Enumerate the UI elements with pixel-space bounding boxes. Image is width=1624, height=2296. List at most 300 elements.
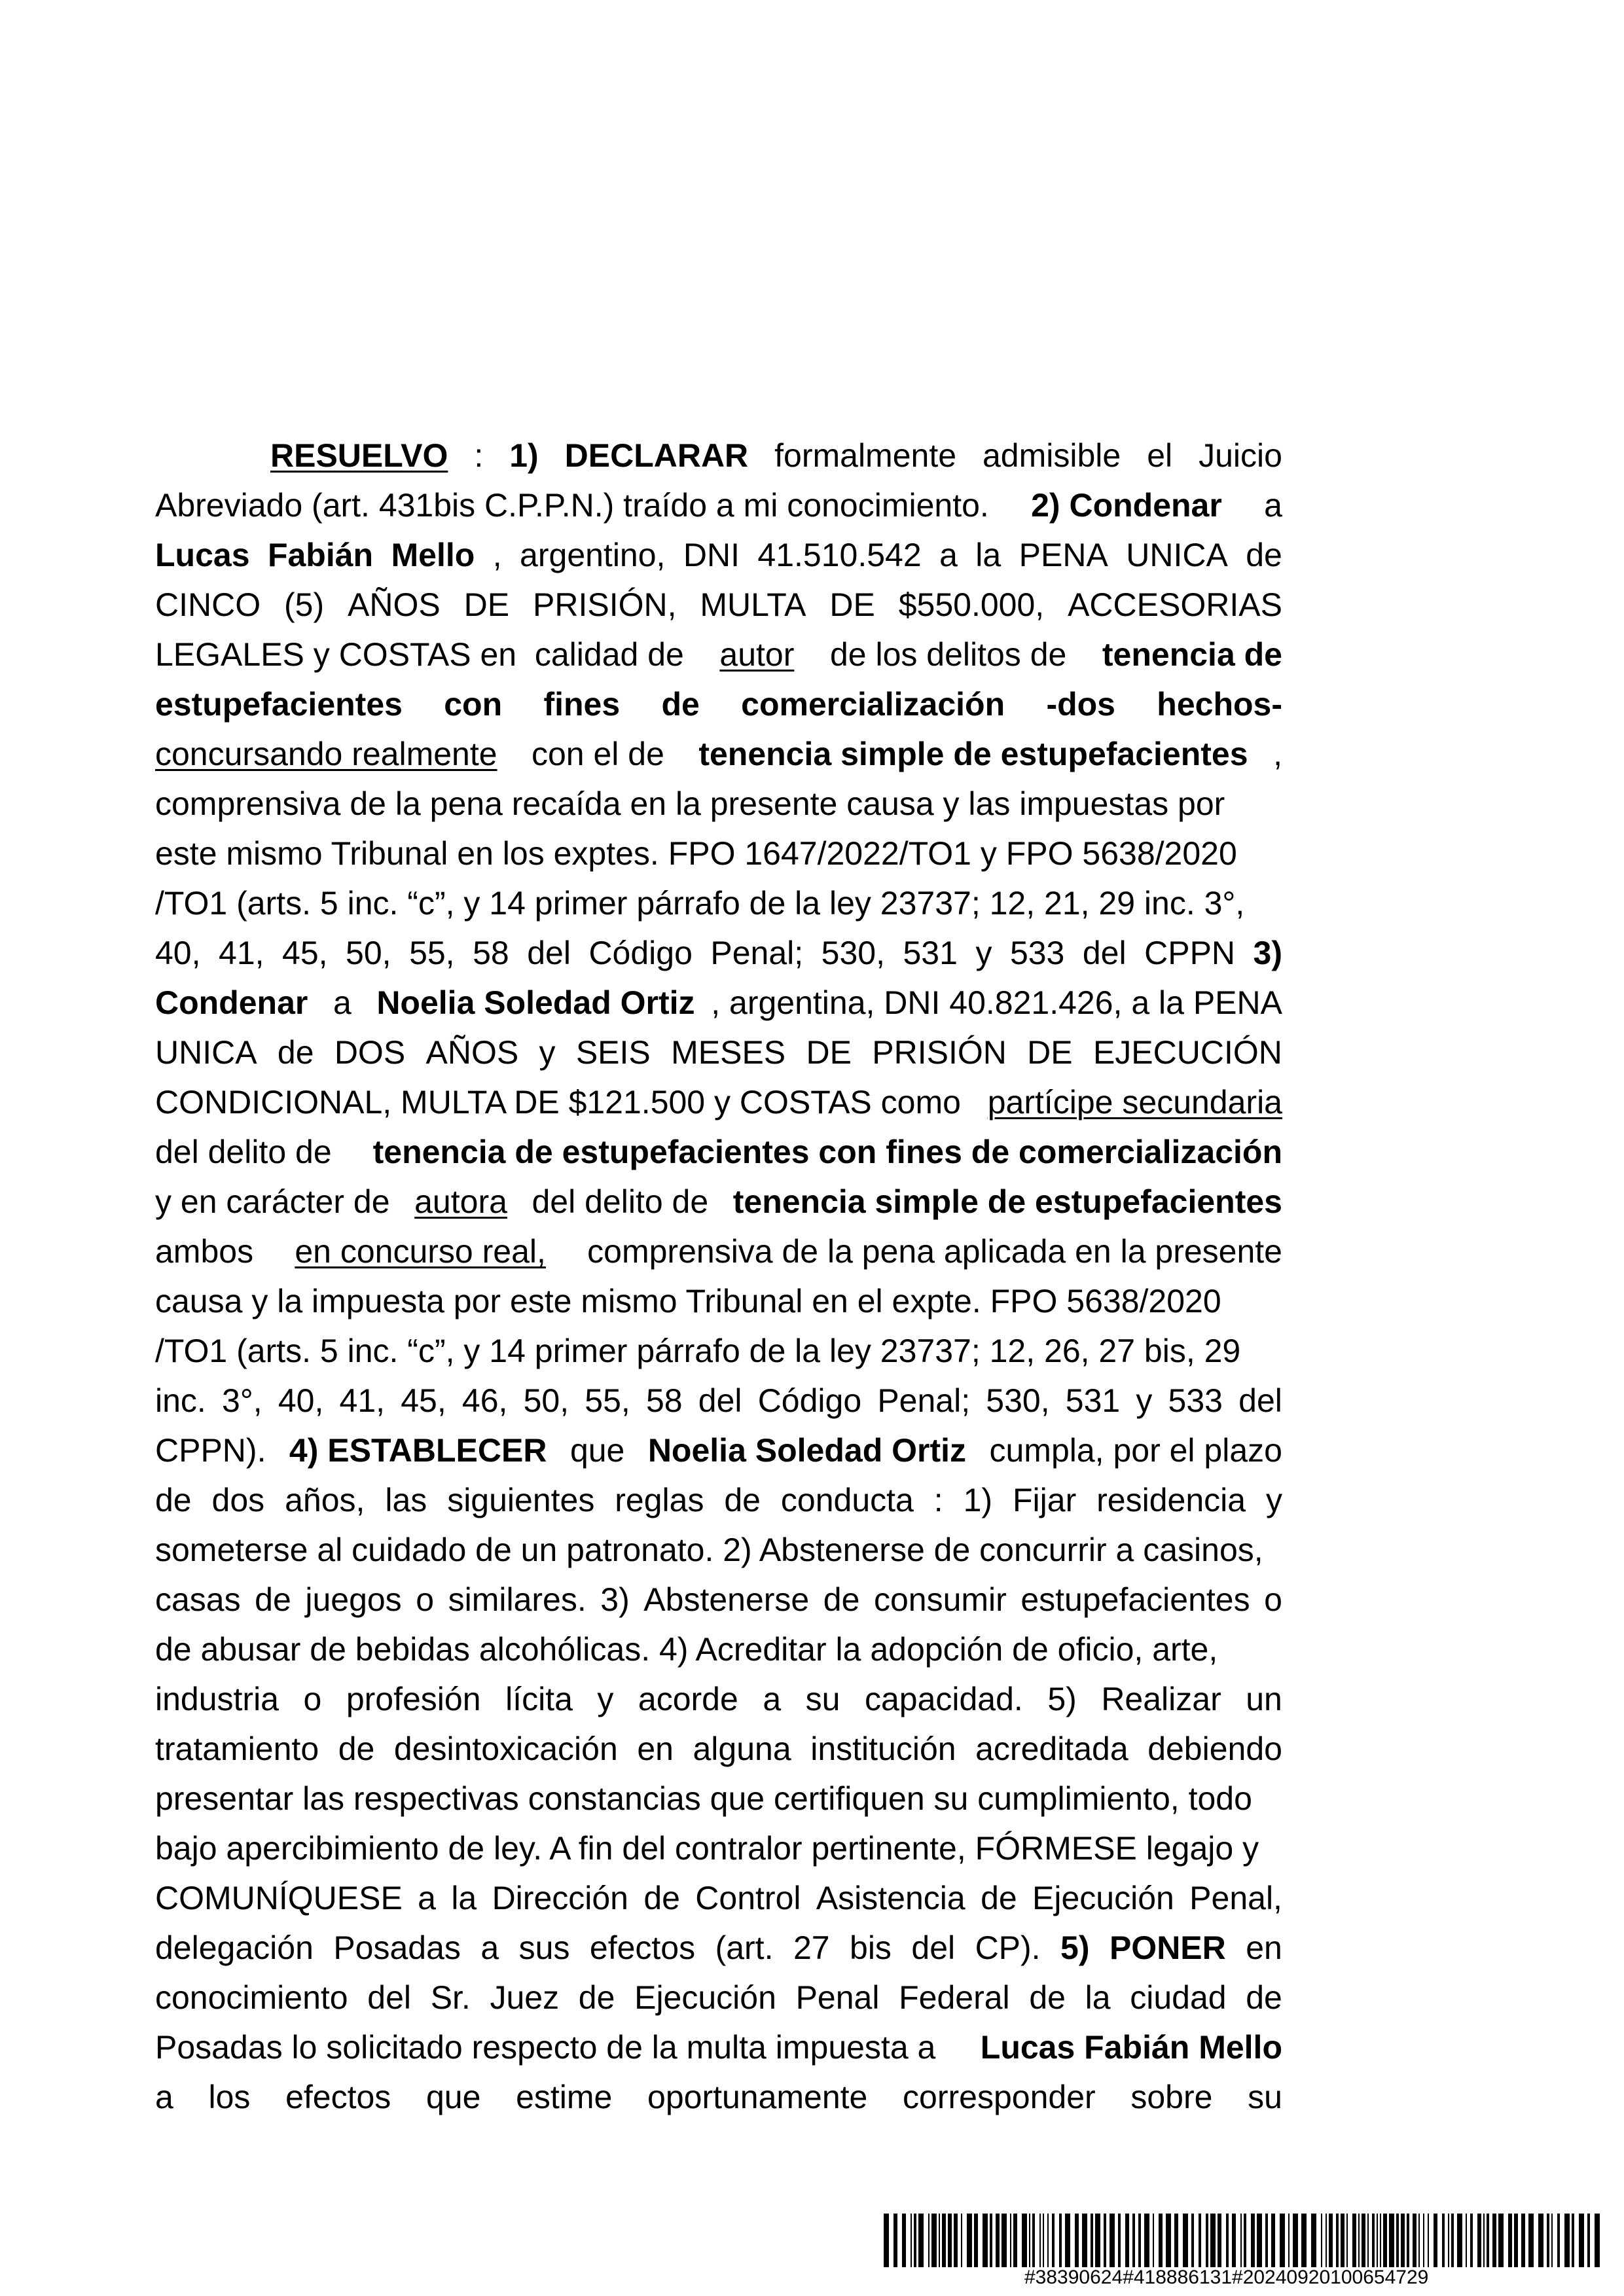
barcode-bar xyxy=(1039,2214,1041,2267)
barcode-bar xyxy=(1498,2214,1504,2267)
barcode-bar xyxy=(939,2214,940,2267)
text-segment: presentar las respectivas constancias que certifiquen su cumplimiento, todo xyxy=(155,1780,1252,1817)
text-segment: (art. xyxy=(715,1929,774,1966)
text-segment: 41.510.542 xyxy=(757,537,922,573)
barcode xyxy=(884,2214,1604,2292)
barcode-bar xyxy=(1389,2214,1394,2267)
barcode-bar xyxy=(1380,2214,1381,2267)
text-segment: oportunamente xyxy=(647,2079,868,2115)
barcode-bar xyxy=(1280,2214,1285,2267)
text-segment: los xyxy=(208,2079,251,2115)
text-segment: 533 xyxy=(1168,1382,1223,1419)
barcode-bar xyxy=(1587,2214,1590,2267)
text-segment: LEGALES y COSTAS en calidad de xyxy=(155,636,693,673)
barcode-bar xyxy=(902,2214,906,2267)
barcode-bar xyxy=(983,2214,988,2267)
text-segment: 55, xyxy=(585,1382,630,1419)
text-segment: autor xyxy=(719,636,795,673)
text-segment: , xyxy=(1273,736,1282,772)
barcode-bar xyxy=(1251,2214,1255,2267)
barcode-bar xyxy=(1240,2214,1242,2267)
barcode-bar xyxy=(954,2214,958,2267)
text-segment: 50, xyxy=(523,1382,569,1419)
barcode-bar xyxy=(1293,2214,1298,2267)
text-segment: Código xyxy=(757,1382,862,1419)
barcode-bar xyxy=(1052,2214,1055,2267)
text-line xyxy=(155,729,1282,779)
text-segment: casas xyxy=(155,1581,241,1618)
barcode-bar xyxy=(1199,2214,1201,2267)
barcode-bar xyxy=(948,2214,952,2267)
text-segment: de xyxy=(661,686,700,723)
text-segment: Penal xyxy=(795,1979,880,2016)
text-segment: Penal; xyxy=(710,935,804,971)
text-segment: desintoxicación xyxy=(393,1731,618,1767)
text-segment: (5) xyxy=(284,586,325,623)
barcode-bar xyxy=(1346,2214,1348,2267)
barcode-bar xyxy=(942,2214,946,2267)
barcode-bar xyxy=(1466,2214,1467,2267)
barcode-bar xyxy=(1159,2214,1163,2267)
text-segment: profesión xyxy=(346,1681,481,1717)
text-segment: y en carácter de xyxy=(155,1183,399,1220)
text-segment: Posadas lo solicitado respecto de la multa impuesta a xyxy=(155,2029,945,2066)
barcode-bar xyxy=(1118,2214,1121,2267)
text-segment: de xyxy=(823,1581,860,1618)
text-segment: en xyxy=(1246,1929,1282,1966)
text-segment: Asistencia xyxy=(816,1880,965,1916)
text-line xyxy=(155,1724,1282,1774)
barcode-bar xyxy=(1226,2214,1229,2267)
text-segment: 41, xyxy=(339,1382,386,1419)
text-segment: efectos xyxy=(285,2079,391,2115)
barcode-bar xyxy=(1218,2214,1221,2267)
text-segment: del delito de xyxy=(522,1183,718,1220)
text-segment: : xyxy=(933,1482,943,1518)
text-segment: 45, xyxy=(282,935,328,971)
text-segment: 45, xyxy=(401,1382,446,1419)
text-segment: Mello xyxy=(391,537,475,573)
text-segment: MULTA xyxy=(700,586,806,623)
text-segment: que xyxy=(561,1432,634,1469)
text-line xyxy=(155,1127,1282,1177)
barcode-bar xyxy=(911,2214,912,2267)
text-segment: sobre xyxy=(1130,2079,1213,2115)
barcode-bar xyxy=(1082,2214,1087,2267)
text-segment: 1) xyxy=(509,437,539,474)
text-segment: 531 xyxy=(1065,1382,1121,1419)
text-segment: tenencia de estupefacientes con fines de comercialización xyxy=(372,1134,1282,1170)
text-segment: CPPN xyxy=(1144,935,1236,971)
barcode-bar xyxy=(1595,2214,1600,2267)
text-segment: con xyxy=(444,686,503,723)
text-segment: Fabián xyxy=(267,537,374,573)
text-segment: debiendo xyxy=(1147,1731,1282,1767)
barcode-bar xyxy=(1572,2214,1574,2267)
text-segment: a xyxy=(763,1681,782,1717)
text-segment: a xyxy=(155,2079,173,2115)
text-segment: SEIS xyxy=(575,1034,651,1071)
barcode-bar xyxy=(1210,2214,1216,2267)
text-segment: residencia xyxy=(1096,1482,1246,1518)
text-segment: o xyxy=(416,1581,435,1618)
text-line xyxy=(155,1276,1282,1326)
text-line xyxy=(155,878,1282,928)
text-segment: 40, xyxy=(278,1382,324,1419)
text-line xyxy=(155,978,1282,1028)
barcode-bar xyxy=(1232,2214,1236,2267)
barcode-bar xyxy=(1265,2214,1268,2267)
text-segment: bajo apercibimiento de ley. A fin del contralor pertinente, FÓRMESE legajo y xyxy=(155,1830,1259,1867)
text-segment: del xyxy=(1238,1382,1282,1419)
text-line xyxy=(155,1973,1282,2022)
text-segment: corresponder xyxy=(903,2079,1096,2115)
barcode-bar xyxy=(1301,2214,1307,2267)
barcode-bar xyxy=(1010,2214,1011,2267)
text-segment: $550.000, xyxy=(898,586,1045,623)
text-segment: AÑOS xyxy=(425,1034,519,1071)
text-segment: Sr. xyxy=(430,1979,471,2016)
barcode-bar xyxy=(1423,2214,1424,2267)
text-segment: Lucas xyxy=(155,537,250,573)
text-segment: de xyxy=(338,1731,375,1767)
text-segment: alguna xyxy=(693,1731,791,1767)
barcode-bar xyxy=(1551,2214,1553,2267)
text-segment: de xyxy=(981,1880,1017,1916)
barcode-bar xyxy=(1514,2214,1518,2267)
text-segment: DE xyxy=(829,586,875,623)
text-segment: Juez xyxy=(490,1979,560,2016)
text-segment: MESES xyxy=(671,1034,786,1071)
barcode-bar xyxy=(1451,2214,1454,2267)
text-segment: COMUNÍQUESE xyxy=(155,1880,403,1916)
text-segment: de xyxy=(643,1880,680,1916)
text-segment: CONDICIONAL, MULTA DE $121.500 y COSTAS como xyxy=(155,1084,970,1121)
text-segment: este mismo Tribunal en los exptes. FPO 1647/2022/TO1 y FPO 5638/2020 xyxy=(155,835,1237,872)
text-line xyxy=(155,580,1282,630)
barcode-bar xyxy=(1244,2214,1246,2267)
text-line xyxy=(155,1525,1282,1575)
barcode-bar xyxy=(1418,2214,1420,2267)
barcode-bar xyxy=(893,2214,897,2267)
text-segment: partícipe secundaria xyxy=(987,1084,1282,1121)
text-segment: del xyxy=(1082,935,1127,971)
text-line xyxy=(155,1873,1282,1923)
text-segment: , xyxy=(492,537,502,573)
barcode-bar xyxy=(1341,2214,1344,2267)
text-line xyxy=(155,779,1282,829)
barcode-bar xyxy=(931,2214,937,2267)
barcode-bar xyxy=(1358,2214,1360,2267)
text-segment: de xyxy=(255,1581,291,1618)
text-segment: 50, xyxy=(346,935,391,971)
text-segment: Condenar xyxy=(155,984,308,1021)
text-line xyxy=(155,431,1282,480)
barcode-bar xyxy=(1413,2214,1416,2267)
barcode-bar xyxy=(1125,2214,1129,2267)
text-segment: o xyxy=(303,1681,322,1717)
barcode-bar xyxy=(1166,2214,1171,2267)
barcode-bar xyxy=(1407,2214,1409,2267)
barcode-bar xyxy=(974,2214,978,2267)
barcode-bar xyxy=(1104,2214,1106,2267)
text-segment: 58 xyxy=(473,935,509,971)
text-segment: 46, xyxy=(461,1382,508,1419)
barcode-bar xyxy=(884,2214,889,2267)
text-segment: de abusar de bebidas alcohólicas. 4) Acreditar la adopción de oficio, arte, xyxy=(155,1631,1218,1668)
text-segment: acorde xyxy=(638,1681,738,1717)
text-segment: ciudad xyxy=(1130,1979,1227,2016)
text-segment: someterse al cuidado de un patronato. 2) Abstenerse de concurrir a casinos, xyxy=(155,1532,1263,1568)
text-line xyxy=(155,928,1282,978)
text-segment: /TO1 (arts. 5 inc. “c”, y 14 primer párrafo de la ley 23737; 12, 21, 29 inc. 3°, xyxy=(155,885,1245,922)
text-segment: Juicio xyxy=(1199,437,1282,474)
text-segment: industria xyxy=(155,1681,279,1717)
barcode-bar xyxy=(1508,2214,1512,2267)
barcode-bar xyxy=(1022,2214,1027,2267)
text-segment: su xyxy=(805,1681,840,1717)
barcode-bar xyxy=(1377,2214,1378,2267)
barcode-bar xyxy=(928,2214,929,2267)
text-segment: Federal xyxy=(899,1979,1010,2016)
text-segment: sus xyxy=(518,1929,570,1966)
barcode-bar xyxy=(1434,2214,1437,2267)
barcode-bar xyxy=(1557,2214,1560,2267)
text-segment: 3) xyxy=(600,1581,630,1618)
text-segment: , argentina, DNI 40.821.426, a la PENA xyxy=(711,984,1282,1021)
text-segment: comercialización xyxy=(741,686,1005,723)
text-segment: formalmente xyxy=(774,437,957,474)
text-segment: del xyxy=(911,1929,956,1966)
barcode-bar xyxy=(1521,2214,1525,2267)
barcode-number: #38390624#418886131#20240920100654729 xyxy=(1024,2267,1429,2288)
text-line xyxy=(155,1624,1282,1674)
text-segment: PRISIÓN, xyxy=(533,586,677,623)
text-segment: Abstenerse xyxy=(643,1581,810,1618)
barcode-bar xyxy=(1043,2214,1044,2267)
text-segment: 5) xyxy=(1060,1929,1090,1966)
barcode-bar xyxy=(1367,2214,1369,2267)
text-line xyxy=(155,480,1282,530)
barcode-bar xyxy=(1547,2214,1549,2267)
barcode-bar xyxy=(1174,2214,1178,2267)
text-segment: bis xyxy=(850,1929,892,1966)
text-segment: del xyxy=(698,1382,742,1419)
text-line xyxy=(155,2022,1282,2072)
text-line xyxy=(155,1475,1282,1525)
barcode-bar xyxy=(1029,2214,1030,2267)
text-segment: 2) Condenar xyxy=(1031,487,1222,524)
text-segment: inc. xyxy=(155,1382,206,1419)
text-segment: de xyxy=(578,1979,615,2016)
text-segment: del xyxy=(527,935,571,971)
barcode-bar xyxy=(1132,2214,1135,2267)
text-segment: efectos xyxy=(589,1929,696,1966)
barcode-bar xyxy=(1457,2214,1462,2267)
text-segment: -dos xyxy=(1046,686,1115,723)
barcode-bar xyxy=(1470,2214,1473,2267)
text-segment: comprensiva de la pena aplicada en la presente xyxy=(578,1233,1282,1270)
text-segment: argentino, xyxy=(520,537,666,573)
barcode-bar xyxy=(914,2214,916,2267)
barcode-bar xyxy=(1206,2214,1208,2267)
text-segment: a xyxy=(939,537,958,573)
barcode-bar xyxy=(1396,2214,1399,2267)
text-segment: en concurso real, xyxy=(295,1233,546,1270)
text-segment: juegos xyxy=(305,1581,402,1618)
text-segment: consumir xyxy=(873,1581,1007,1618)
barcode-bar xyxy=(1483,2214,1485,2267)
barcode-bar xyxy=(1153,2214,1154,2267)
text-segment: del delito de xyxy=(155,1134,341,1170)
text-segment: DE xyxy=(463,586,510,623)
text-segment: conducta xyxy=(780,1482,914,1518)
barcode-bar xyxy=(918,2214,924,2267)
barcode-bar xyxy=(1059,2214,1062,2267)
barcode-bar xyxy=(1448,2214,1449,2267)
text-segment: cumpla, por el plazo xyxy=(980,1432,1282,1469)
text-segment: Noelia Soledad Ortiz xyxy=(376,984,695,1021)
barcode-bar xyxy=(1047,2214,1049,2267)
barcode-bar xyxy=(1271,2214,1275,2267)
barcode-bar xyxy=(1065,2214,1070,2267)
text-segment: UNICA xyxy=(1126,537,1228,573)
text-segment: 533 xyxy=(1009,935,1065,971)
text-segment: Código xyxy=(588,935,693,971)
text-segment: CP). xyxy=(975,1929,1041,1966)
text-segment: autora xyxy=(414,1183,507,1220)
text-segment: DOS xyxy=(334,1034,406,1071)
barcode-bar xyxy=(1144,2214,1149,2267)
text-segment: institución xyxy=(810,1731,956,1767)
text-segment: Realizar xyxy=(1101,1681,1221,1717)
text-segment: estime xyxy=(516,2079,613,2115)
barcode-bar xyxy=(1401,2214,1405,2267)
barcode-bar xyxy=(996,2214,1000,2267)
barcode-bar xyxy=(1336,2214,1339,2267)
text-segment: Control xyxy=(695,1880,801,1916)
barcode-bar xyxy=(1564,2214,1570,2267)
text-segment: conocimiento xyxy=(155,1979,348,2016)
barcode-bar xyxy=(1138,2214,1141,2267)
text-segment: fines xyxy=(543,686,621,723)
text-segment: lícita xyxy=(505,1681,573,1717)
barcode-bar xyxy=(1032,2214,1035,2267)
text-segment: DE xyxy=(806,1034,852,1071)
barcode-bar xyxy=(1372,2214,1375,2267)
text-segment: tenencia de xyxy=(1102,636,1282,673)
barcode-bar xyxy=(1579,2214,1584,2267)
text-segment: tratamiento xyxy=(155,1731,319,1767)
text-segment: estupefacientes xyxy=(155,686,403,723)
text-segment: tenencia simple de estupefacientes xyxy=(732,1183,1282,1220)
text-segment: y xyxy=(597,1681,614,1717)
text-segment: Fijar xyxy=(1013,1482,1077,1518)
text-segment: 5) xyxy=(1047,1681,1077,1717)
text-line xyxy=(155,1177,1282,1227)
text-segment: a xyxy=(480,1929,499,1966)
text-segment: 4) ESTABLECER xyxy=(289,1432,547,1469)
text-segment: 530, xyxy=(821,935,885,971)
text-segment: y xyxy=(975,935,992,971)
text-segment: delegación xyxy=(155,1929,314,1966)
text-segment: 55, xyxy=(409,935,455,971)
text-line xyxy=(155,1823,1282,1873)
text-line xyxy=(155,1227,1282,1276)
text-segment: AÑOS xyxy=(348,586,441,623)
text-segment: 40, xyxy=(155,935,201,971)
barcode-bar xyxy=(1257,2214,1262,2267)
text-segment: acreditada xyxy=(975,1731,1128,1767)
text-segment: de xyxy=(155,1482,192,1518)
text-segment: EJECUCIÓN xyxy=(1092,1034,1282,1071)
text-segment: de xyxy=(1029,1979,1066,2016)
text-segment: DECLARAR xyxy=(564,437,749,474)
text-line xyxy=(155,1028,1282,1077)
text-segment: de xyxy=(724,1482,761,1518)
barcode-bar xyxy=(1442,2214,1445,2267)
text-segment: concursando realmente xyxy=(155,736,497,772)
text-segment: 58 xyxy=(645,1382,683,1419)
barcode-bar xyxy=(1528,2214,1534,2267)
text-segment: del xyxy=(367,1979,412,2016)
text-segment: que xyxy=(425,2079,481,2115)
text-segment: a xyxy=(1255,487,1282,524)
text-segment: hechos- xyxy=(1157,686,1282,723)
barcode-bar xyxy=(1321,2214,1322,2267)
text-line xyxy=(155,829,1282,878)
text-segment: en xyxy=(637,1731,674,1767)
text-line xyxy=(155,2072,1282,2122)
text-segment: Lucas Fabián Mello xyxy=(980,2029,1282,2066)
barcode-bar xyxy=(1288,2214,1290,2267)
resolution-text xyxy=(155,431,1282,2122)
barcode-bar xyxy=(1075,2214,1079,2267)
barcode-bar xyxy=(967,2214,972,2267)
text-line xyxy=(155,1077,1282,1127)
barcode-bar xyxy=(990,2214,992,2267)
text-segment: admisible xyxy=(983,437,1121,474)
text-segment: las xyxy=(385,1482,427,1518)
text-segment: con el de xyxy=(522,736,674,772)
barcode-bar xyxy=(1110,2214,1115,2267)
text-line xyxy=(155,1774,1282,1823)
barcode-bar xyxy=(1311,2214,1316,2267)
barcode-bar xyxy=(1383,2214,1387,2267)
text-segment: años, xyxy=(285,1482,365,1518)
text-segment: ACCESORIAS xyxy=(1068,586,1282,623)
barcode-bar xyxy=(1001,2214,1007,2267)
text-line xyxy=(155,1426,1282,1475)
text-line xyxy=(155,1575,1282,1624)
text-segment: 27 xyxy=(793,1929,830,1966)
text-line xyxy=(155,1923,1282,1973)
barcode-bar xyxy=(1492,2214,1496,2267)
text-segment: Ejecución xyxy=(634,1979,776,2016)
text-segment: capacidad. xyxy=(864,1681,1023,1717)
barcode-bar xyxy=(1538,2214,1543,2267)
text-segment: un xyxy=(1246,1681,1282,1717)
text-segment: 531 xyxy=(903,935,958,971)
text-segment: a xyxy=(324,984,361,1021)
barcode-bar xyxy=(1191,2214,1194,2267)
text-segment: de xyxy=(1246,537,1282,573)
text-segment: RESUELVO xyxy=(270,437,448,474)
text-segment: UNICA xyxy=(155,1034,257,1071)
barcode-bar xyxy=(1326,2214,1327,2267)
text-segment: 3) xyxy=(1253,935,1282,971)
text-segment: de xyxy=(1246,1979,1282,2016)
